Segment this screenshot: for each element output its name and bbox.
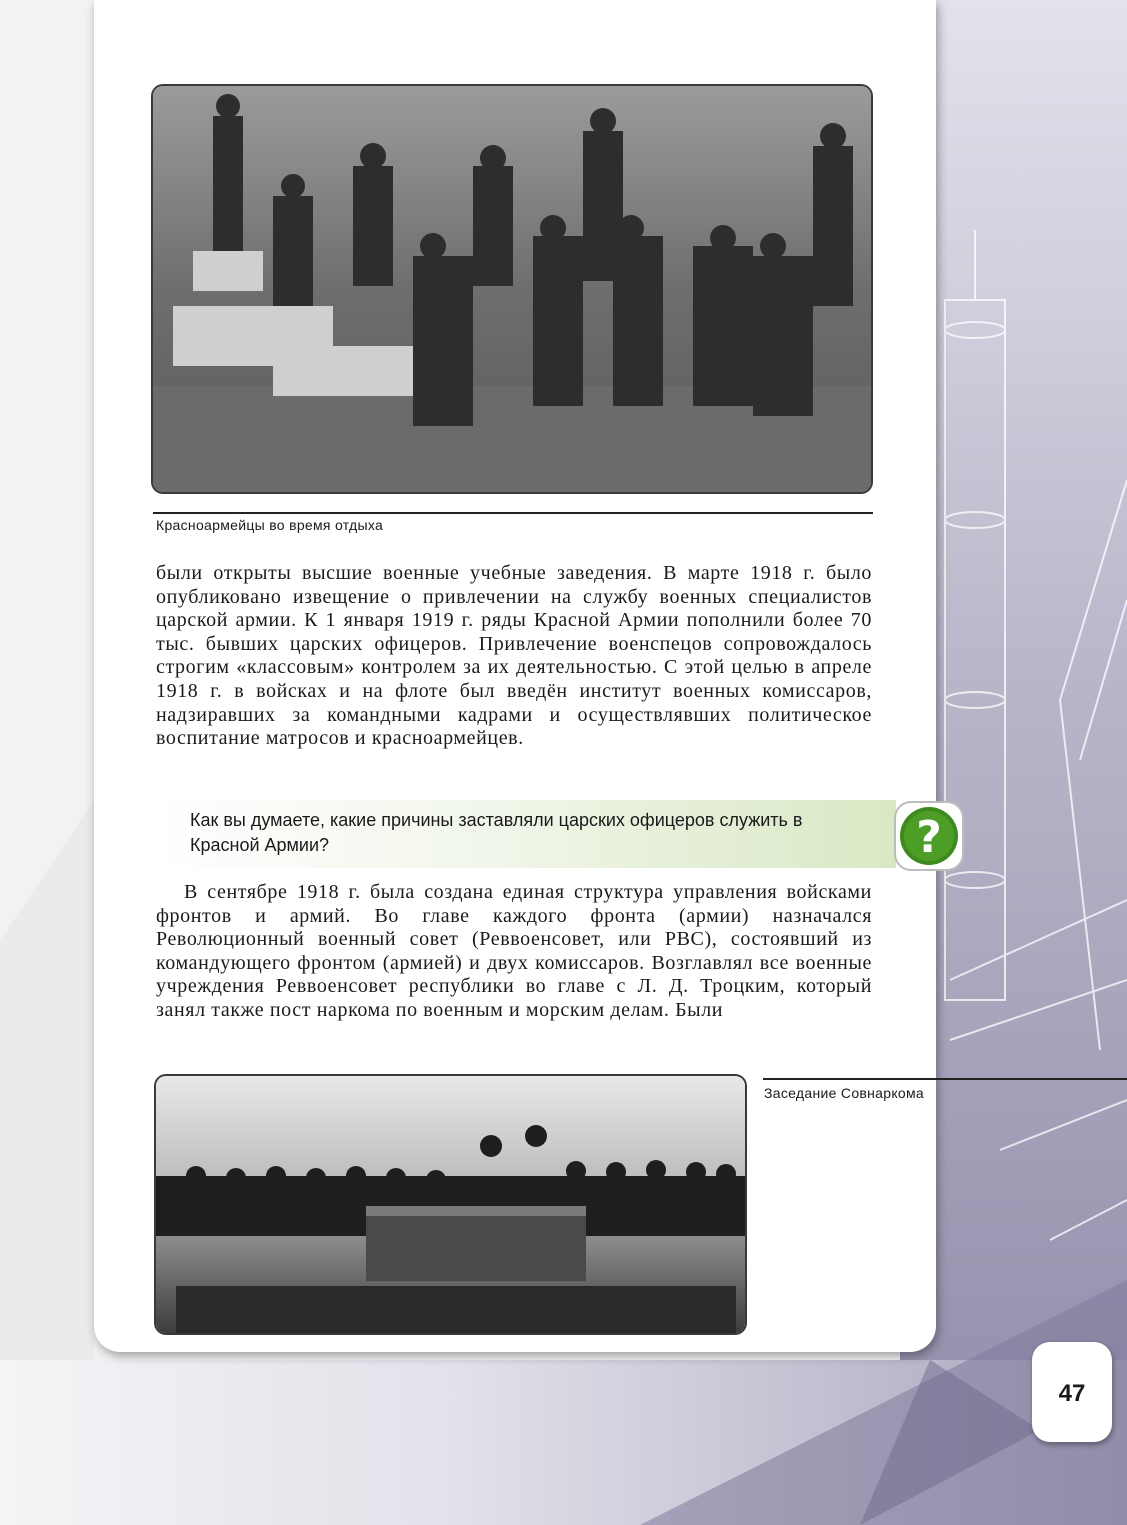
- paragraph: В сентябре 1918 г. была создана единая структура управления войсками фронтов и армий. Во главе каждого фронта (армии) назначался Революционный военный совет (Реввоенсовет, или РВС), состоявший из командующего фронтом (армией) и двух комиссаров. Возглавлял все военные учреждения Реввоенсовет республики во главе с Л. Д. Троцким, который занял также пост наркома по военным и морским делам. Были: [156, 881, 872, 1021]
- photo-caption-bottom: Заседание Совнаркома: [764, 1085, 925, 1101]
- question-text: Как вы думаете, какие причины заставляли царских офицеров служить в Красной Армии?: [190, 810, 803, 855]
- photo-caption-top: Красноармейцы во время отдыха: [156, 517, 384, 533]
- caption-rule-bottom: [763, 1078, 1127, 1080]
- photo-sovnarkom-meeting: [156, 1076, 745, 1333]
- caption-rule-top: [153, 512, 873, 514]
- page-number: 47: [1032, 1342, 1112, 1442]
- question-mark-icon: [893, 800, 965, 872]
- photo-red-army-soldiers: [153, 86, 871, 492]
- svg-text:?: ?: [916, 812, 942, 863]
- body-text-2: [156, 881, 872, 1023]
- body-text-1: [156, 562, 872, 751]
- paragraph: были открыты высшие военные учебные заведения. В марте 1918 г. было опубликовано извещение о привлечении на службу военных специалистов царской армии. К 1 января 1919 г. ряды Красной Армии пополнили более 70 тыс. бывших царских офицеров. Привлечение военспецов сопровождалось строгим «классовым» контролем за их деятельностью. С этой целью в апреле 1918 г. в войсках и на флоте был введён институт военных комиссаров, надзиравших за командными кадрами и осуществлявших политическое воспитание матросов и красноармейцев.: [156, 562, 872, 750]
